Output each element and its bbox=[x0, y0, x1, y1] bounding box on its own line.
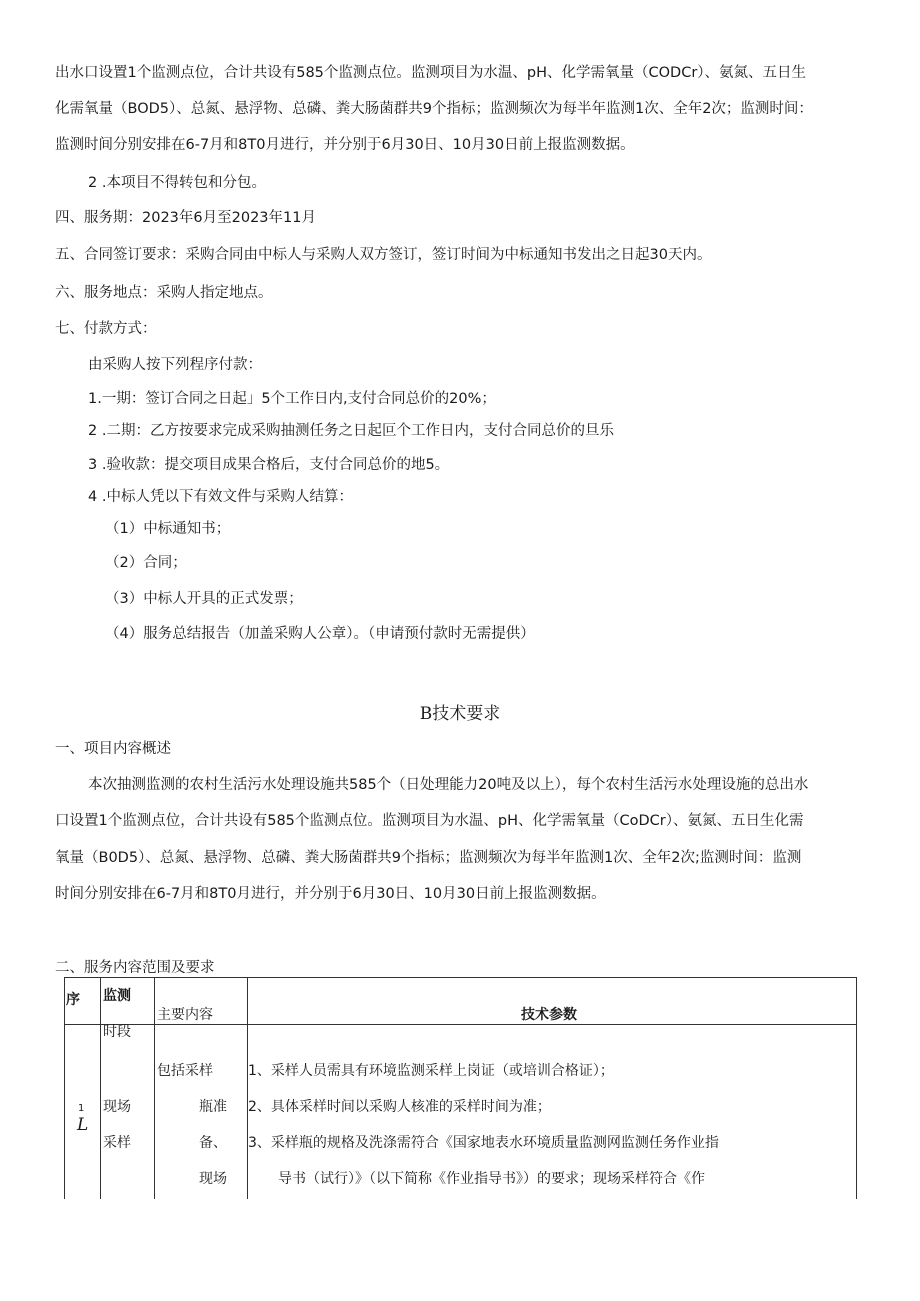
row1-param-line-4: 导书（试行）》（以下简称《作业指导书》）的要求；现场采样符合《作 bbox=[278, 1171, 705, 1187]
row1-content-line-2: 瓶准 bbox=[199, 1099, 227, 1115]
overview-heading: 一、项目内容概述 bbox=[55, 741, 171, 757]
payment-item-2: 2 .二期：乙方按要求完成采购抽测任务之日起叵个工作日内，支付合同总价的旦乐 bbox=[88, 423, 614, 439]
overview-line-1: 本次抽测监测的农村生活污水处理设施共585个（日处理能力20吨及以上），每个农村生活污水处理设施的总出水 bbox=[88, 777, 809, 793]
header-period-label-2: 时段 bbox=[103, 1024, 131, 1040]
contract-requirement: 五、合同签订要求：采购合同由中标人与采购人双方签订，签订时间为中标通知书发出之日起30天内。 bbox=[55, 247, 712, 263]
overview-line-2: 口设置1个监测点位，合计共设有585个监测点位。监测项目为水温、pH、化学需氧量（CoDCr）、氨氮、五日生化需 bbox=[55, 813, 804, 829]
row1-params bbox=[248, 1025, 857, 1200]
row1-content-line-4: 现场 bbox=[199, 1171, 227, 1187]
row1-period bbox=[101, 1025, 155, 1200]
row1-content-line-1: 包括采样 bbox=[157, 1063, 213, 1079]
row1-seq-number: 1 bbox=[78, 1103, 85, 1114]
intro-line-1: 出水口设置1个监测点位，合计共设有585个监测点位。监测项目为水温、pH、化学需氧量（CODCr）、氨氮、五日生 bbox=[55, 65, 807, 81]
row1-period-line-1: 现场 bbox=[103, 1099, 131, 1115]
header-content bbox=[155, 978, 248, 1025]
header-seq bbox=[65, 978, 101, 1025]
header-period-label-1: 监测 bbox=[103, 988, 131, 1004]
payment-intro: 由采购人按下列程序付款： bbox=[88, 357, 262, 373]
table-row bbox=[65, 1025, 857, 1200]
row1-seq bbox=[65, 1025, 101, 1200]
payment-item-1: 1.一期：签订合同之日起」5个工作日内,支付合同总价的20%； bbox=[88, 391, 496, 407]
settlement-doc-3: （3）中标人开具的正式发票； bbox=[105, 591, 303, 607]
overview-line-3: 氧量（B0D5）、总氮、悬浮物、总磷、粪大肠菌群共9个指标；监测频次为每半年监测1次、全年2次;监测时间：监测 bbox=[55, 850, 802, 866]
intro-line-2: 化需氧量（BOD5）、总氮、悬浮物、总磷、粪大肠菌群共9个指标；监测频次为每半年监测1次、全年2次；监测时间： bbox=[55, 101, 813, 117]
row1-param-line-3: 3、采样瓶的规格及洗涤需符合《国家地表水环境质量监测网监测任务作业指 bbox=[248, 1135, 719, 1151]
header-seq-label: 序 bbox=[66, 992, 80, 1008]
overview-line-4: 时间分别安排在6-7月和8T0月进行，并分别于6月30日、10月30日前上报监测数据。 bbox=[55, 886, 606, 902]
service-location: 六、服务地点：采购人指定地点。 bbox=[55, 285, 273, 301]
service-period: 四、服务期：2023年6月至2023年11月 bbox=[55, 210, 316, 226]
settlement-doc-1: （1）中标通知书； bbox=[105, 521, 231, 537]
payment-item-3: 3 .验收款：提交项目成果合格后，支付合同总价的地5。 bbox=[88, 457, 450, 473]
header-params bbox=[248, 978, 857, 1025]
header-content-label: 主要内容 bbox=[157, 1007, 213, 1023]
payment-item-4: 4 .中标人凭以下有效文件与采购人结算： bbox=[88, 489, 353, 505]
table-header-row bbox=[65, 978, 857, 1025]
intro-line-3: 监测时间分别安排在6-7月和8T0月进行，并分别于6月30日、10月30日前上报监测数据。 bbox=[55, 137, 635, 153]
item-no-subcontract: 2 .本项目不得转包和分包。 bbox=[88, 175, 266, 191]
header-params-label: 技术参数 bbox=[521, 1007, 577, 1023]
payment-heading: 七、付款方式： bbox=[55, 321, 157, 337]
row1-content bbox=[155, 1025, 248, 1200]
header-period bbox=[101, 978, 155, 1040]
service-scope-table bbox=[64, 977, 857, 1199]
row1-param-line-2: 2、具体采样时间以采购人核准的采样时间为准； bbox=[248, 1099, 551, 1115]
row1-param-line-1: 1、采样人员需具有环境监测采样上岗证（或培训合格证）； bbox=[248, 1063, 614, 1079]
scope-heading: 二、服务内容范围及要求 bbox=[55, 960, 215, 976]
settlement-doc-4: （4）服务总结报告（加盖采购人公章）。（申请预付款时无需提供） bbox=[105, 626, 535, 642]
row1-seq-mark: L bbox=[77, 1115, 89, 1135]
row1-period-line-2: 采样 bbox=[103, 1135, 131, 1151]
settlement-doc-2: （2）合同； bbox=[105, 555, 187, 571]
row1-content-line-3: 备、 bbox=[199, 1135, 227, 1151]
tech-requirements-title: B技术要求 bbox=[419, 704, 501, 724]
